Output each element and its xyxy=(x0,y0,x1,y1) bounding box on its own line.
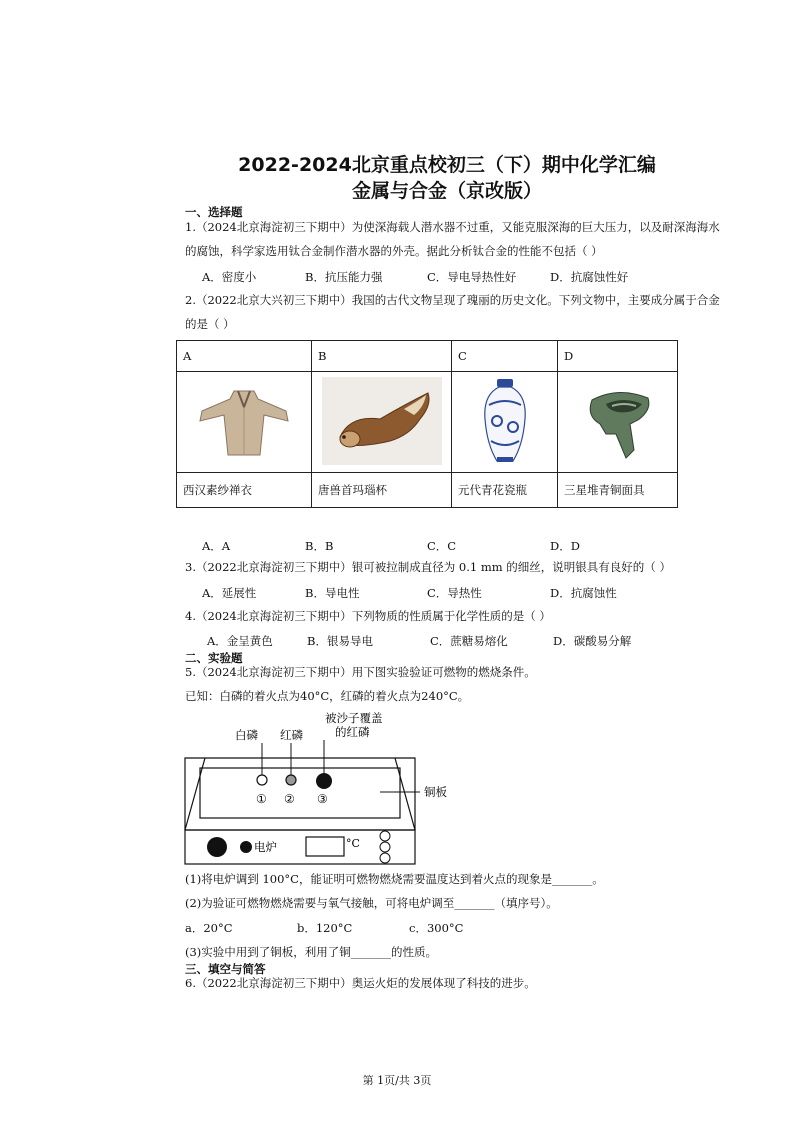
q2-option-a: A．A xyxy=(202,539,231,553)
document-title-line1: 2022-2024北京重点校初三（下）期中化学汇编 xyxy=(238,154,656,176)
plate-outline xyxy=(185,758,415,830)
label-num-2: ② xyxy=(284,792,295,806)
question-3-line: 3.（2022北京海淀初三下期中）银可被拉制成直径为 0.1 mm 的细丝，说明银具有良好的（ ） xyxy=(185,560,671,574)
q5-sub-question-2: (2)为验证可燃物燃烧需要与氧气接触，可将电炉调至_______（填序号）。 xyxy=(185,896,558,910)
q2-option-b: B．B xyxy=(305,539,334,553)
q2-option-c: C．C xyxy=(427,539,457,553)
q4-option-a: A．金呈黄色 xyxy=(207,634,273,648)
white-phosphorus xyxy=(257,775,267,785)
red-phosphorus xyxy=(286,775,296,785)
bronze-mask-image xyxy=(558,372,678,473)
q3-option-d: D．抗腐蚀性 xyxy=(550,586,617,600)
stove-knob-large xyxy=(207,837,227,857)
q3-option-a: A．延展性 xyxy=(202,586,257,600)
q3-option-b: B．导电性 xyxy=(305,586,360,600)
q1-option-a: A．密度小 xyxy=(202,270,257,284)
q5-sub-question-3: (3)实验中用到了铜板，利用了铜_______的性质。 xyxy=(185,945,438,959)
q5-sub2-option-b: b．120°C xyxy=(297,921,353,935)
robe-image xyxy=(177,372,312,473)
page-footer: 第 1页/共 3页 xyxy=(362,1074,432,1087)
stove-knob-small xyxy=(240,841,252,853)
question-1-line-1: 1.（2024北京海淀初三下期中）为使深海载人潜水器不过重，又能克服深海的巨大压力，以及耐深海海水 xyxy=(185,220,720,234)
table-header-a: A xyxy=(177,341,312,372)
caption-b: 唐兽首玛瑙杯 xyxy=(312,473,452,508)
caption-d: 三星堆青铜面具 xyxy=(558,473,678,508)
question-5-line: 5.（2024北京海淀初三下期中）用下图实验验证可燃物的燃烧条件。 xyxy=(185,665,536,679)
covered-red-phosphorus xyxy=(316,773,332,789)
label-num-3: ③ xyxy=(317,792,328,806)
question-5-known: 已知：白磷的着火点为40°C，红磷的着火点为240°C。 xyxy=(185,689,470,703)
question-2-line-2: 的是（ ） xyxy=(185,317,235,331)
question-4-line: 4.（2024北京海淀初三下期中）下列物质的性质属于化学性质的是（ ） xyxy=(185,609,551,623)
label-covered-2: 的红磷 xyxy=(335,725,370,739)
label-num-1: ① xyxy=(256,792,267,806)
q5-sub2-option-c: c．300°C xyxy=(409,921,464,935)
q2-option-d: D．D xyxy=(550,539,580,553)
copper-plate xyxy=(200,768,400,818)
question-1-line-2: 的腐蚀，科学家选用钛合金制作潜水器的外壳。据此分析钛合金的性能不包括（ ） xyxy=(185,244,603,258)
agate-cup-image xyxy=(312,372,452,473)
electric-stove-diagram xyxy=(180,708,480,868)
label-copper-plate: 铜板 xyxy=(424,785,447,799)
q4-option-d: D．碳酸易分解 xyxy=(553,634,632,648)
q5-sub-question-1: (1)将电炉调到 100°C，能证明可燃物燃烧需要温度达到着火点的现象是_______。 xyxy=(185,872,604,886)
q3-option-c: C．导热性 xyxy=(427,586,482,600)
question-6-line: 6.（2022北京海淀初三下期中）奥运火炬的发展体现了科技的进步。 xyxy=(185,976,536,990)
section-heading-fill: 三、填空与简答 xyxy=(185,962,266,976)
table-header-d: D xyxy=(558,341,678,372)
table-header-b: B xyxy=(312,341,452,372)
label-white-phosphorus: 白磷 xyxy=(235,728,258,742)
label-red-phosphorus: 红磷 xyxy=(280,728,303,742)
table-header-c: C xyxy=(452,341,558,372)
label-stove: 电炉 xyxy=(254,840,277,854)
document-title-line2: 金属与合金（京改版） xyxy=(351,180,542,202)
label-unit: °C xyxy=(346,837,360,850)
caption-c: 元代青花瓷瓶 xyxy=(452,473,558,508)
artifact-table xyxy=(176,340,678,508)
blue-white-vase-image xyxy=(452,372,558,473)
q1-option-b: B．抗压能力强 xyxy=(305,270,383,284)
section-heading-choice: 一、选择题 xyxy=(185,205,243,219)
question-2-line-1: 2.（2022北京大兴初三下期中）我国的古代文物呈现了瑰丽的历史文化。下列文物中，主要成分属于合金 xyxy=(185,293,720,307)
q4-option-c: C．蔗糖易熔化 xyxy=(430,634,508,648)
section-heading-experiment: 二、实验题 xyxy=(185,651,243,665)
caption-a: 西汉素纱禅衣 xyxy=(177,473,312,508)
temperature-display xyxy=(306,837,344,856)
q1-option-d: D．抗腐蚀性好 xyxy=(550,270,629,284)
label-covered-1: 被沙子覆盖 xyxy=(325,711,383,725)
q1-option-c: C．导电导热性好 xyxy=(427,270,517,284)
q5-sub2-option-a: a．20°C xyxy=(185,921,233,935)
q4-option-b: B．银易导电 xyxy=(307,634,373,648)
